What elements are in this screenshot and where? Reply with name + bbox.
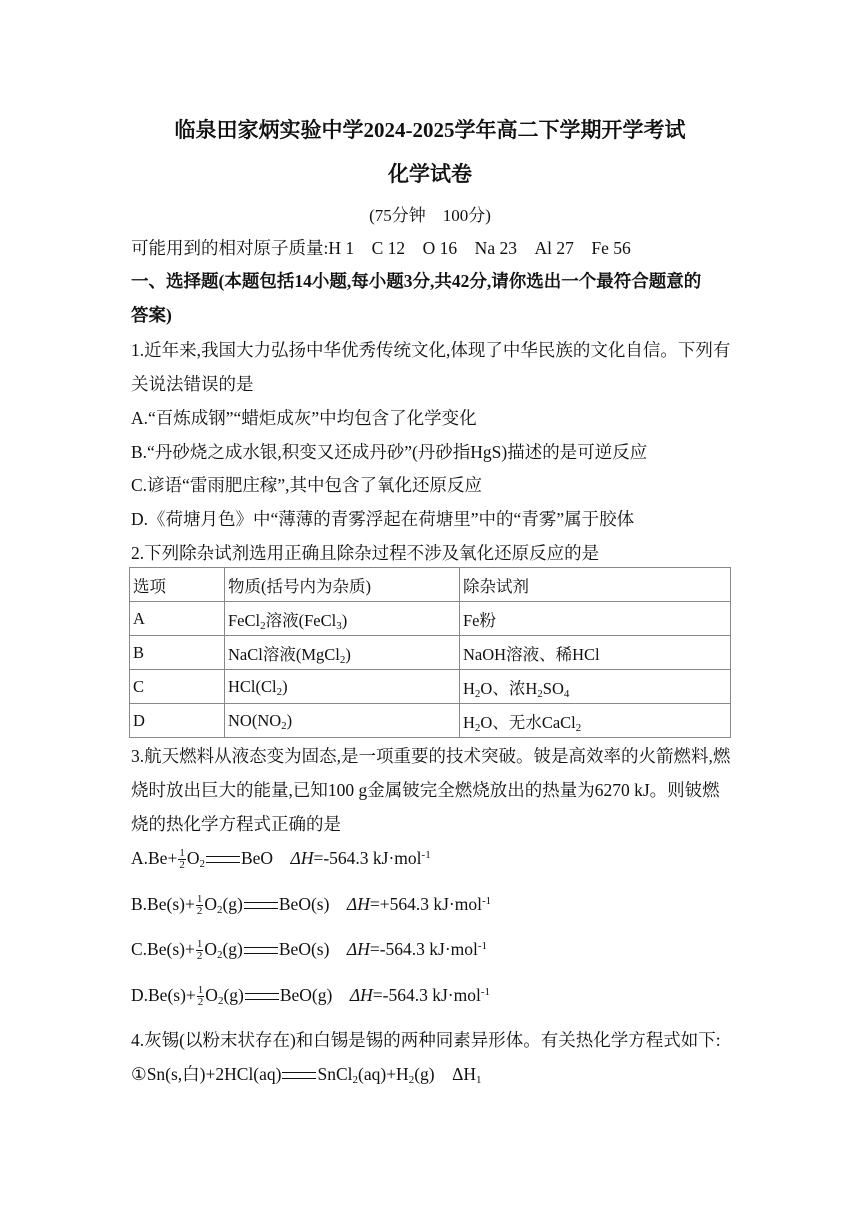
cell-substance: FeCl$_2$溶液(FeCl$_3$) xyxy=(225,602,460,636)
table-row xyxy=(130,602,731,636)
section-heading-line1: 一、选择题(本题包括14小题,每小题3分,共42分,请你选出一个最符合题意的 xyxy=(131,271,702,291)
table-header-row xyxy=(130,568,731,602)
cell-substance: $NO(NO_2)$ xyxy=(225,704,460,738)
cell-option: D xyxy=(130,704,225,738)
table-row xyxy=(130,636,731,670)
equals-arrow-icon xyxy=(244,902,278,909)
header-cell-substance: 物质(括号内为杂质) xyxy=(225,568,460,602)
table-row xyxy=(130,670,731,704)
equals-arrow-icon xyxy=(244,947,278,954)
q4-stem: 4.灰锡(以粉末状存在)和白锡是锡的两种同素异形体。有关热化学方程式如下: xyxy=(131,1030,721,1050)
cell-reagent: Fe粉 xyxy=(460,602,731,636)
exam-subtitle: 化学试卷 xyxy=(388,162,472,186)
cell-option: C xyxy=(130,670,225,704)
q3-stem-line1: 3.航天燃料从液态变为固态,是一项重要的技术突破。铍是高效率的火箭燃料,燃 xyxy=(131,746,731,766)
fraction-half: $\frac{1}{2}$ xyxy=(179,847,185,872)
equals-arrow-icon xyxy=(282,1072,316,1079)
q3-option-c: C.Be(s)+ $\frac{1}{2}$ $O_2(g)$ BeO(s) ΔH=-564.3 kJ·mol$^{-1}$ xyxy=(131,938,488,963)
fraction-half: $\frac{1}{2}$ xyxy=(197,984,204,1009)
section-heading-line2: 答案) xyxy=(131,305,172,325)
q3-option-a: A.Be+ $\frac{1}{2}$ $O_2$ BeO ΔH=-564.3 kJ·mol$^{-1}$ xyxy=(131,847,431,872)
q1-option-c: C.谚语“雷雨肥庄稼”,其中包含了氧化还原反应 xyxy=(131,475,482,495)
cell-reagent: NaOH溶液、稀HCl xyxy=(460,636,731,670)
q1-option-b: B.“丹砂烧之成水银,积变又还成丹砂”(丹砂指HgS)描述的是可逆反应 xyxy=(131,442,648,462)
cell-reagent: $H_2O$、无水CaCl$_2$ xyxy=(460,704,731,738)
q1-stem-line2: 关说法错误的是 xyxy=(131,374,254,394)
time-score: (75分钟 100分) xyxy=(369,206,491,225)
q3-option-d: D.Be(s)+ $\frac{1}{2}$ $O_2(g)$ BeO(g) ΔH=-564.3 kJ·mol$^{-1}$ xyxy=(131,984,490,1009)
header-cell-option: 选项 xyxy=(130,568,225,602)
cell-substance: $HCl(Cl_2)$ xyxy=(225,670,460,704)
q1-option-d: D.《荷塘月色》中“薄薄的青雾浮起在荷塘里”中的“青雾”属于胶体 xyxy=(131,509,635,529)
table-row xyxy=(130,704,731,738)
q2-table xyxy=(129,567,731,738)
q1-option-a: A.“百炼成钢”“蜡炬成灰”中均包含了化学变化 xyxy=(131,408,477,428)
q1-stem-line1: 1.近年来,我国大力弘扬中华优秀传统文化,体现了中华民族的文化自信。下列有 xyxy=(131,340,731,360)
cell-substance: NaCl溶液(MgCl$_2$) xyxy=(225,636,460,670)
q3-stem-line2: 烧时放出巨大的能量,已知100 g金属铍完全燃烧放出的热量为6270 kJ。则铍燃 xyxy=(131,780,720,800)
cell-reagent: $H_2O$、浓$H_2SO_4$ xyxy=(460,670,731,704)
q3-stem-line3: 烧的热化学方程式正确的是 xyxy=(131,814,341,834)
q4-equation-1: ①Sn(s,白)+2HCl(aq) $SnCl_2(aq)+H_2(g)$ $\Delta H_1$ xyxy=(131,1064,482,1086)
q2-stem: 2.下列除杂试剂选用正确且除杂过程不涉及氧化还原反应的是 xyxy=(131,543,600,563)
equals-arrow-icon xyxy=(245,993,279,1000)
fraction-half: $\frac{1}{2}$ xyxy=(196,893,203,918)
cell-option: A xyxy=(130,602,225,636)
atomic-mass-line: 可能用到的相对原子质量:H 1 C 12 O 16 Na 23 Al 27 Fe 56 xyxy=(131,238,631,258)
exam-title: 临泉田家炳实验中学2024-2025学年高二下学期开学考试 xyxy=(174,118,686,142)
header-cell-reagent: 除杂试剂 xyxy=(460,568,731,602)
equals-arrow-icon xyxy=(206,856,240,863)
q3-option-b: B.Be(s)+ $\frac{1}{2}$ $O_2(g)$ BeO(s) ΔH=+564.3 kJ·mol$^{-1}$ xyxy=(131,893,492,918)
cell-option: B xyxy=(130,636,225,670)
fraction-half: $\frac{1}{2}$ xyxy=(196,938,203,963)
